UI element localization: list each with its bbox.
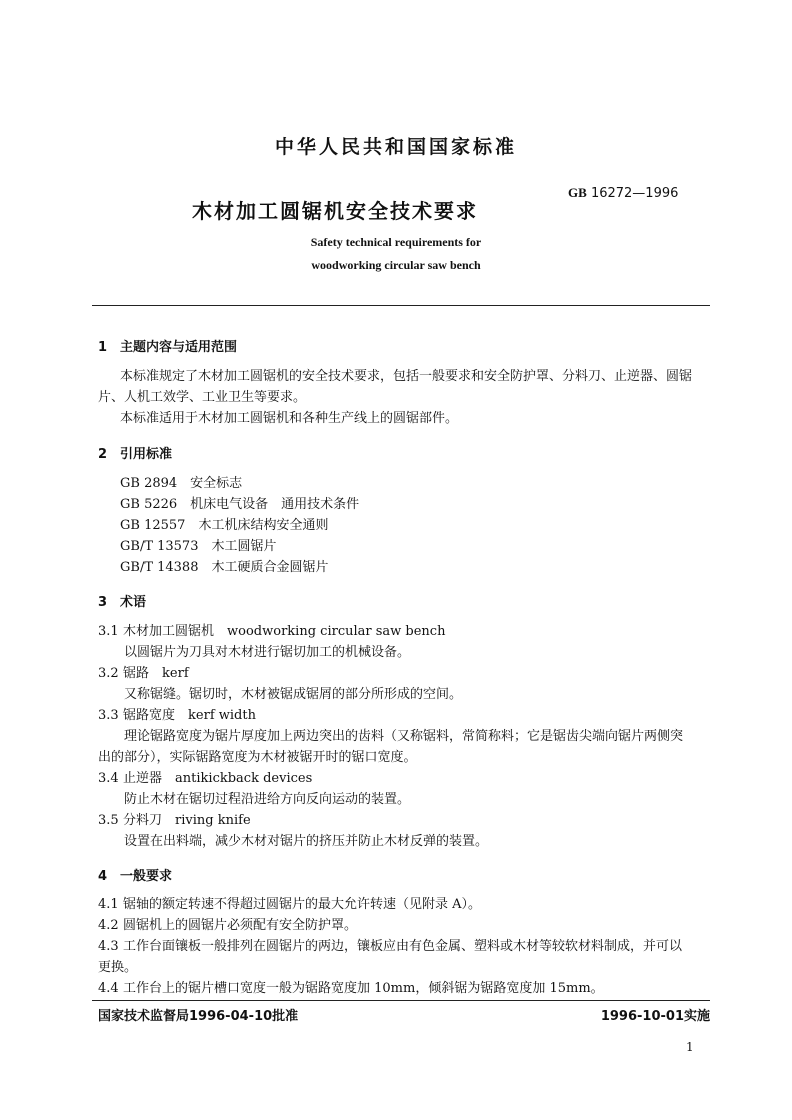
standard-code xyxy=(568,185,678,201)
approval-date: 国家技术监督局1996-04-10批准 xyxy=(98,1009,299,1024)
term-3-2 xyxy=(98,663,189,684)
clause-number: 4.1 xyxy=(98,897,119,912)
reference-code: GB 2894 xyxy=(120,476,178,491)
reference-item xyxy=(120,557,329,578)
term-name: 锯路宽度 xyxy=(123,708,176,723)
term-name: 分料刀 xyxy=(123,813,163,828)
reference-item xyxy=(120,473,242,494)
reference-code: GB 5226 xyxy=(120,497,178,512)
clause-continuation: 更换。 xyxy=(98,960,138,975)
section-number: 4 xyxy=(98,869,108,884)
clause-4-4 xyxy=(98,978,604,999)
term-number: 3.4 xyxy=(98,771,119,786)
term-number: 3.3 xyxy=(98,708,119,723)
term-3-4 xyxy=(98,768,312,789)
term-name: 止逆器 xyxy=(123,771,163,786)
term-definition: 出的部分），实际锯路宽度为木材被锯开时的锯口宽度。 xyxy=(98,750,417,765)
term-definition: 以圆锯片为刀具对木材进行锯切加工的机械设备。 xyxy=(124,645,411,660)
clause-number: 4.2 xyxy=(98,918,119,933)
reference-item xyxy=(120,536,277,557)
clause-text: 圆锯机上的圆锯片必须配有安全防护罩。 xyxy=(123,918,358,933)
page-number: 1 xyxy=(686,1040,694,1054)
section-title: 引用标准 xyxy=(120,447,173,462)
standard-org-heading: 中华人民共和国国家标准 xyxy=(274,136,517,158)
term-definition: 又称锯缝。锯切时，木材被锯成锯屑的部分所形成的空间。 xyxy=(124,687,463,702)
footer-rule xyxy=(92,1000,710,1001)
clause-4-1 xyxy=(98,894,481,915)
clause-4-3 xyxy=(98,936,682,957)
paragraph: 片、人机工效学、工业卫生等要求。 xyxy=(98,390,307,405)
reference-name: 木工机床结构安全通则 xyxy=(198,518,329,533)
term-3-3 xyxy=(98,705,256,726)
section-4-heading xyxy=(98,865,172,884)
section-3-heading xyxy=(98,591,146,610)
section-1-heading xyxy=(98,336,237,355)
term-english: woodworking circular saw bench xyxy=(227,624,446,639)
standard-code-number: 16272—1996 xyxy=(590,186,679,201)
term-3-5 xyxy=(98,810,251,831)
term-number: 3.2 xyxy=(98,666,119,681)
english-title-line-1: Safety technical requirements for xyxy=(310,235,482,249)
term-definition: 设置在出料端，减少木材对锯片的挤压并防止木材反弹的装置。 xyxy=(124,834,489,849)
clause-number: 4.3 xyxy=(98,939,119,954)
term-number: 3.5 xyxy=(98,813,119,828)
reference-name: 木工硬质合金圆锯片 xyxy=(211,560,329,575)
term-english: antikickback devices xyxy=(175,771,313,786)
term-number: 3.1 xyxy=(98,624,119,639)
implementation-date: 1996-10-01实施 xyxy=(600,1009,710,1024)
section-title: 术语 xyxy=(120,595,147,610)
section-2-heading xyxy=(98,443,172,462)
paragraph: 本标准规定了木材加工圆锯机的安全技术要求，包括一般要求和安全防护罩、分料刀、止逆器、圆锯 xyxy=(120,369,693,384)
term-definition: 理论锯路宽度为锯片厚度加上两边突出的齿料（又称锯料，常简称料；它是锯齿尖端向锯片两侧突 xyxy=(124,729,684,744)
term-english: riving knife xyxy=(175,813,251,828)
section-title: 主题内容与适用范围 xyxy=(120,340,238,355)
header-rule xyxy=(92,305,710,306)
document-title: 木材加工圆锯机安全技术要求 xyxy=(192,199,478,223)
reference-name: 木工圆锯片 xyxy=(211,539,277,554)
clause-text: 锯轴的额定转速不得超过圆锯片的最大允许转速（见附录 A）。 xyxy=(123,897,482,912)
clause-text: 工作台面镶板一般排列在圆锯片的两边，镶板应由有色金属、塑料或木材等较软材料制成，并可以 xyxy=(123,939,683,954)
section-number: 1 xyxy=(98,340,108,355)
term-english: kerf xyxy=(162,666,189,681)
standard-code-prefix: GB xyxy=(568,185,587,200)
reference-code: GB/T 13573 xyxy=(120,539,199,554)
reference-code: GB/T 14388 xyxy=(120,560,199,575)
reference-name: 机床电气设备 通用技术条件 xyxy=(190,497,360,512)
term-3-1 xyxy=(98,621,445,642)
reference-item xyxy=(120,515,328,536)
section-title: 一般要求 xyxy=(120,869,173,884)
clause-number: 4.4 xyxy=(98,981,119,996)
section-number: 2 xyxy=(98,447,108,462)
term-name: 木材加工圆锯机 xyxy=(123,624,215,639)
term-name: 锯路 xyxy=(123,666,150,681)
clause-4-2 xyxy=(98,915,357,936)
paragraph: 本标准适用于木材加工圆锯机和各种生产线上的圆锯部件。 xyxy=(120,411,459,426)
reference-name: 安全标志 xyxy=(190,476,243,491)
reference-code: GB 12557 xyxy=(120,518,186,533)
clause-text: 工作台上的锯片槽口宽度一般为锯路宽度加 10mm，倾斜锯为锯路宽度加 15mm。 xyxy=(123,981,604,996)
term-english: kerf width xyxy=(188,708,256,723)
reference-item xyxy=(120,494,359,515)
english-title-line-2: woodworking circular saw bench xyxy=(311,258,481,272)
section-number: 3 xyxy=(98,595,108,610)
term-definition: 防止木材在锯切过程沿进给方向反向运动的装置。 xyxy=(124,792,411,807)
